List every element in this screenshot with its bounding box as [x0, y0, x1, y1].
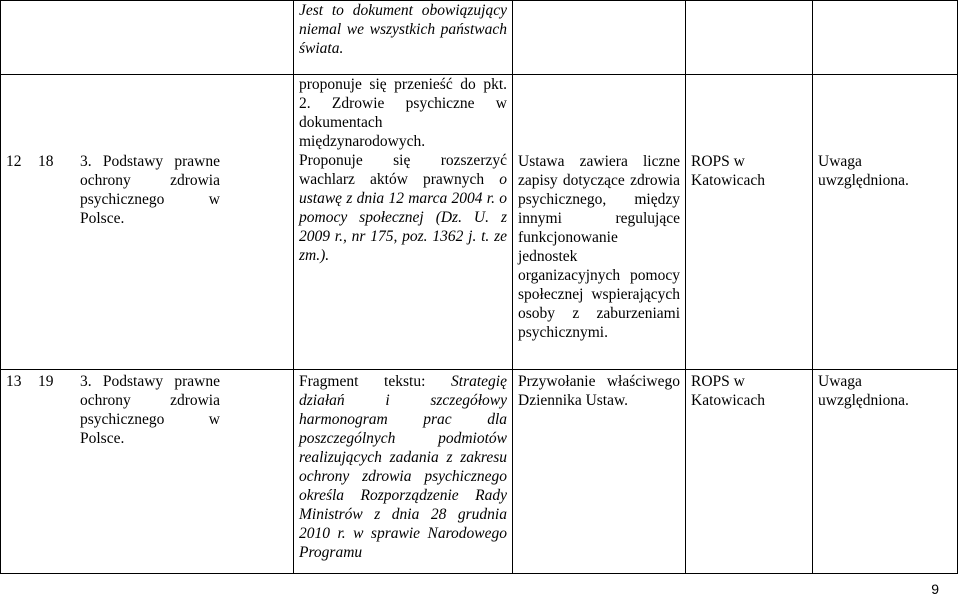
proposal-text: Proponuje się rozszerzyć wachlarz aktów prawnych: [299, 152, 507, 188]
proposal-intro-text: proponuje się przenieść do pkt. 2. Zdrowie psychiczne w dokumentach międzynarodowych.: [299, 76, 507, 150]
point-cell: [1, 1, 294, 75]
row-lp: 13: [6, 373, 22, 390]
page-number: 9: [931, 581, 939, 597]
author-text: ROPS w Katowicach: [691, 153, 766, 189]
author-cell: [686, 1, 813, 75]
proposal-cell: [294, 1, 513, 75]
decision-cell: [813, 370, 958, 574]
decision-cell: [813, 1, 958, 75]
proposal-italic-text: Strategię działań i szczegółowy harmonogram prac dla poszczególnych podmiotów realizujących zadania z zakresu ochrony zdrowia psychicznego określa Rozporządzenie Rady Ministrów z dnia 28 grudnia 2010 r. w sprawie Narodowego Programu: [299, 373, 507, 561]
row-point-text: 3. Podstawy prawne ochrony zdrowia psychicznego w Polsce.: [80, 373, 220, 447]
proposal-text: Fragment tekstu:: [299, 373, 426, 390]
row-number: 18: [38, 153, 54, 170]
justification-cell: [513, 370, 686, 574]
decision-text: Uwaga uwzględniona.: [818, 153, 909, 189]
justification-text: Ustawa zawiera liczne zapisy dotyczące zdrowia psychicznego, między innymi regulujące funkcjonowanie jednostek organizacyjnych pomocy społecznej wspierających osoby z zaburzeniami psychicznymi.: [518, 153, 680, 341]
row-number: 19: [38, 373, 54, 390]
table-row: [1, 370, 958, 574]
proposal-cell: [294, 75, 513, 370]
row-point-text: 3. Podstawy prawne ochrony zdrowia psychicznego w Polsce.: [80, 153, 220, 227]
point-cell: [1, 75, 294, 370]
proposal-cell: [294, 370, 513, 574]
author-cell: [686, 370, 813, 574]
point-cell: [1, 370, 294, 574]
row-lp: 12: [6, 153, 22, 170]
proposal-italic-text: o ustawę z dnia 12 marca 2004 r. o pomocy społecznej (Dz. U. z 2009 r., nr 175, poz. 1362 j. t. ze zm.).: [299, 171, 507, 264]
justification-cell: [513, 75, 686, 370]
justification-cell: [513, 1, 686, 75]
table-row: [1, 1, 958, 75]
justification-text: Przywołanie właściwego Dziennika Ustaw.: [518, 373, 680, 409]
author-text: ROPS w Katowicach: [691, 373, 766, 409]
decision-text: Uwaga uwzględniona.: [818, 373, 909, 409]
author-cell: [686, 75, 813, 370]
decision-cell: [813, 75, 958, 370]
proposal-italic-text: Jest to dokument obowiązujący niemal we wszystkich państwach świata.: [299, 2, 507, 57]
table-row: [1, 75, 958, 370]
